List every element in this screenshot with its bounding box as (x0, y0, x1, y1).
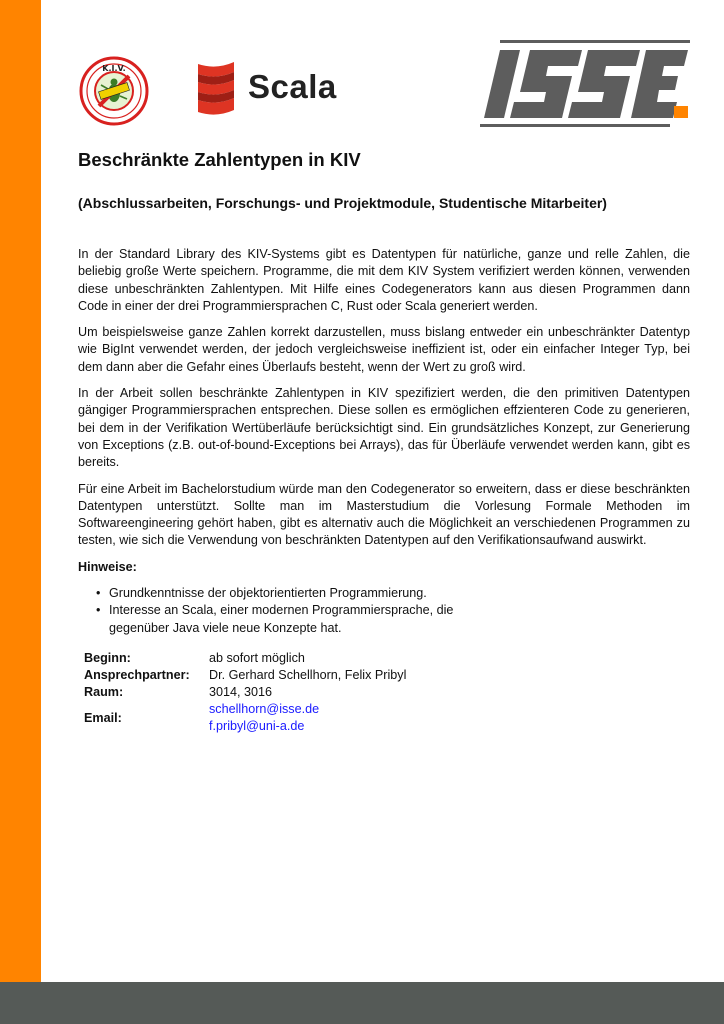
scala-wordmark: Scala (248, 68, 337, 105)
contact-value: Dr. Gerhard Schellhorn, Felix Pribyl (209, 668, 407, 682)
room-value: 3014, 3016 (209, 685, 273, 699)
list-item: • Interesse an Scala, einer modernen Programmiersprache, die gegenüber Java viele neue Konzepte hat. (78, 602, 469, 637)
svg-text:K.I.V.: K.I.V. (102, 64, 126, 73)
footer-bar (0, 982, 724, 1024)
scala-logo (196, 54, 346, 124)
paragraph: In der Standard Library des KIV-Systems gibt es Datentypen für natürliche, ganze und relle Zahlen, die beliebig große Werte speichern. Programme, die mit dem KIV System verifiziert werden können, verwenden diese unbeschränkten Zahlentypen. Mit Hilfe eines Codegenerators kann aus diesen Programmen dann Code in einer der drei Programmiersprachen C, Rust oder Scala generiert werden. (78, 247, 690, 313)
email-row (84, 701, 406, 735)
email-link-pribyl[interactable]: f.pribyl@uni-a.de (209, 719, 305, 733)
page-title: Beschränkte Zahlentypen in KIV (78, 149, 361, 170)
contact-info (84, 650, 406, 735)
start-label: Beginn: (84, 651, 131, 665)
description-body (78, 246, 690, 637)
isse-logo (478, 38, 693, 130)
paragraph: In der Arbeit sollen beschränkte Zahlentypen in KIV spezifiziert werden, die den primitiven Datentypen gängiger Programmiersprachen entsprechen. Diese sollen es ermöglichen effzienteren Code zu generieren, bei dem in der Verifikation Wertüberläufe berücksichtigt sind. Ein grundsätzliches Konzept, zur Generierung von Exceptions (z.B. out-of-bound-Exceptions bei Arrays), das für Überläufe verwendet werden kann, gibt es bereits. (78, 386, 690, 470)
email-values (209, 701, 319, 735)
contact-label: Ansprechpartner: (84, 668, 190, 682)
hints-list (78, 585, 690, 637)
kiv-logo (79, 56, 149, 126)
email-label: Email: (84, 710, 122, 725)
room-label: Raum: (84, 685, 124, 699)
page-subtitle: (Abschlussarbeiten, Forschungs- und Projektmodule, Studentische Mitarbeiter) (78, 195, 607, 211)
start-value: ab sofort möglich (209, 651, 305, 665)
room-row (84, 684, 406, 701)
email-link-schellhorn[interactable]: schellhorn@isse.de (209, 702, 320, 716)
start-row (84, 650, 406, 667)
paragraph: Für eine Arbeit im Bachelorstudium würde man den Codegenerator so erweitern, dass er diese beschränkten Datentypen unterstützt. Sollte man im Masterstudium die Vorlesung Formale Methoden im Softwareengineering gehört haben, gibt es alternativ auch die Möglichkeit an verschiedenen Programmen zu testen, wie sich die Verwendung von beschränkten Datentypen auf den Verifikationsaufwand auswirkt. (78, 481, 690, 548)
contact-row (84, 667, 406, 684)
scala-icon (196, 54, 238, 124)
paragraph: Um beispielsweise ganze Zahlen korrekt darzustellen, muss bislang entweder ein unbeschränkter Datentyp wie BigInt verwendet werden, der jedoch vergleichsweise ineffizient ist, oder ein einfacher Integer Typ, bei dem dann aber die Gefahr eines Überlaufs besteht, wenn der Wert zu groß wird. (78, 325, 690, 374)
list-item: • Grundkenntnisse der objektorientierten Programmierung. (78, 585, 690, 602)
orange-side-bar (0, 0, 41, 982)
hints-heading: Hinweise: (78, 559, 137, 574)
